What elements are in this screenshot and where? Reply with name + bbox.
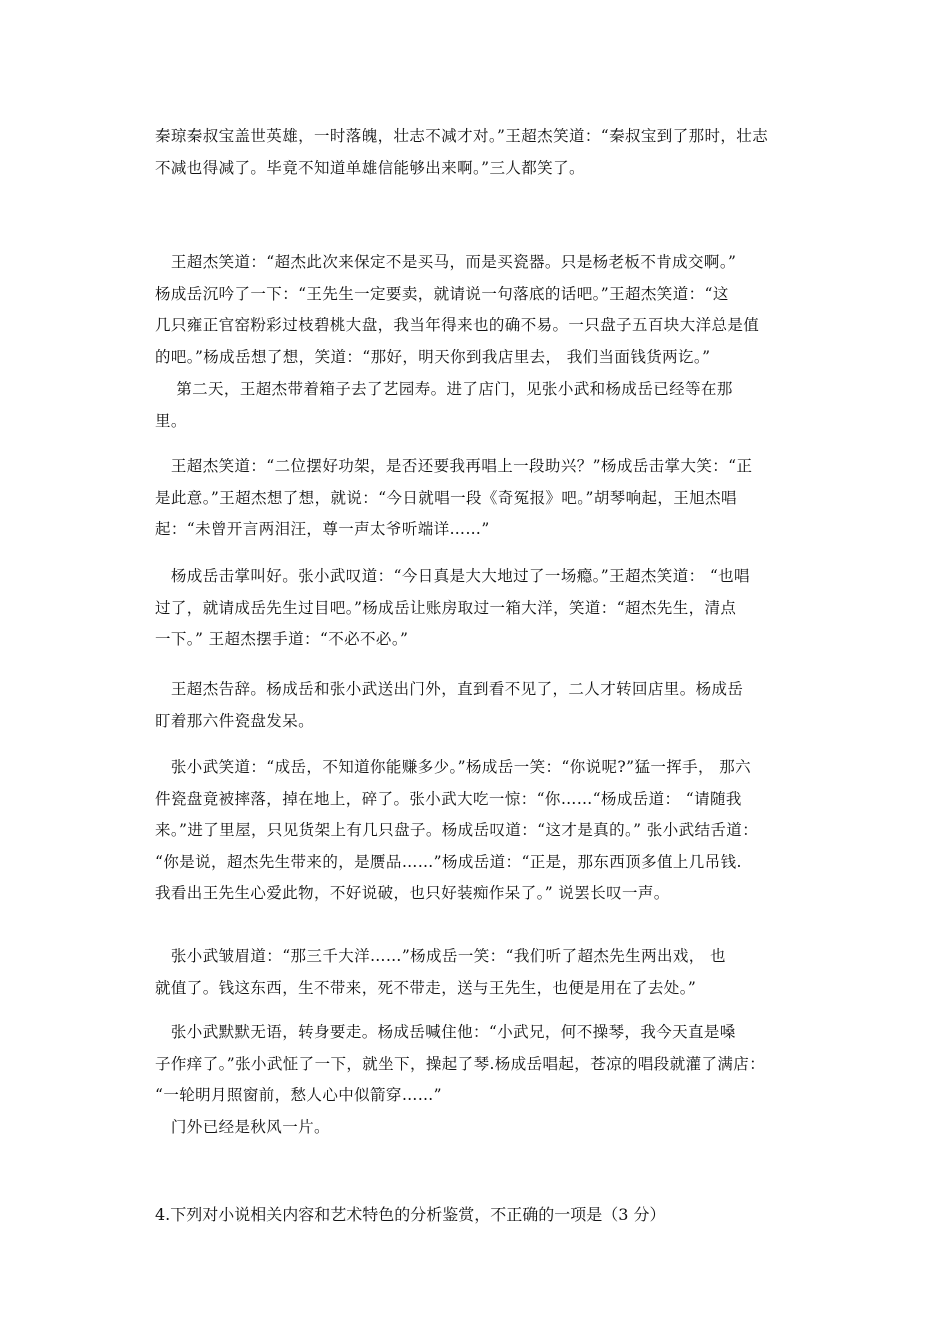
- text-line: 杨成岳沉吟了一下：“王先生一定要卖，就请说一句落底的话吧。”王超杰笑道：“这: [155, 284, 729, 303]
- text-line: 几只雍正官窑粉彩过枝碧桃大盘，我当年得来也的确不易。一只盘子五百块大洋总是值: [155, 316, 760, 334]
- text-line: 的吧。”杨成岳想了想，笑道：“那好，明天你到我店里去， 我们当面钱货两讫。”: [155, 347, 711, 366]
- text-line: 我看出王先生心爱此物，不好说破，也只好装痴作呆了。” 说罢长叹一声。: [155, 884, 670, 902]
- text-line: 里。: [155, 411, 187, 430]
- paragraph-6: [155, 674, 795, 737]
- paragraph-4: [155, 451, 795, 546]
- text-line: 秦琼秦叔宝盖世英雄，一时落魄，壮志不减才对。”王超杰笑道：“秦叔宝到了那时，壮志: [155, 127, 769, 145]
- text-line: 一下。” 王超杰摆手道：“不必不必。”: [155, 630, 409, 648]
- paragraph-3: [155, 374, 795, 437]
- text-line: 子作痒了。”张小武怔了一下，就坐下，操起了琴.杨成岳唱起，苍凉的唱段就灌了满店：: [155, 1054, 766, 1073]
- text-line: 门外已经是秋风一片。: [155, 1117, 330, 1136]
- question-4: 4.下列对小说相关内容和艺术特色的分析鉴赏，不正确的一项是（3 分）: [155, 1205, 666, 1224]
- paragraph-5: [155, 561, 795, 656]
- text-line: 是此意。”王超杰想了想，就说：“今日就唱一段《奇冤报》吧。”胡琴响起，王旭杰唱: [155, 488, 737, 507]
- text-line: 王超杰告辞。杨成岳和张小武送出门外，直到看不见了，二人才转回店里。杨成岳: [155, 680, 744, 698]
- text-line: 第二天，王超杰带着箱子去了艺园寿。进了店门，见张小武和杨成岳已经等在那: [155, 380, 733, 398]
- paragraph-7: [155, 752, 795, 910]
- text-line: 件瓷盘竟被摔落，掉在地上，碎了。张小武大吃一惊：“你……“杨成岳道： “请随我: [155, 789, 742, 808]
- paragraph-2: [155, 247, 795, 373]
- text-line: 王超杰笑道：“二位摆好功架，是否还要我再唱上一段助兴？”杨成岳击掌大笑：“正: [155, 457, 753, 475]
- text-line: 盯着那六件瓷盘发呆。: [155, 711, 315, 730]
- paragraph-1: [155, 121, 795, 184]
- text-line: 王超杰笑道：“超杰此次来保定不是买马，而是买瓷器。只是杨老板不肯成交啊。”: [155, 253, 737, 271]
- text-line: 不减也得减了。毕竟不知道单雄信能够出来啊。”三人都笑了。: [155, 158, 585, 177]
- text-line: 张小武默默无语，转身要走。杨成岳喊住他：“小武兄，何不操琴，我今天直是嗓: [155, 1023, 736, 1041]
- text-line: 来。”进了里屋，只见货架上有几只盘子。杨成岳叹道：“这才是真的。” 张小武结舌道：: [155, 821, 759, 839]
- text-line: 过了，就请成岳先生过目吧。”杨成岳让账房取过一箱大洋，笑道：“超杰先生，清点: [155, 598, 737, 617]
- text-line: 张小武笑道：“成岳，不知道你能赚多少。”杨成岳一笑：“你说呢?”猛一挥手， 那六: [155, 758, 752, 776]
- text-line: 杨成岳击掌叫好。张小武叹道：“今日真是大大地过了一场瘾。”王超杰笑道： “也唱: [155, 567, 750, 585]
- text-line: 张小武皱眉道：“那三千大洋……”杨成岳一笑：“我们听了超杰先生两出戏， 也: [155, 947, 726, 965]
- paragraph-8: [155, 941, 795, 1004]
- text-line: 起：“未曾开言两泪汪，尊一声太爷听端详……”: [155, 520, 490, 538]
- text-line: 就值了。钱这东西，生不带来，死不带走，送与王先生，也便是用在了去处。”: [155, 978, 697, 997]
- text-line: “一轮明月照窗前，愁人心中似箭穿……”: [155, 1086, 442, 1104]
- paragraph-9: [155, 1017, 795, 1143]
- text-line: “你是说，超杰先生带来的，是赝品……”杨成岳道：“正是，那东西顶多值上几吊钱.: [155, 852, 742, 871]
